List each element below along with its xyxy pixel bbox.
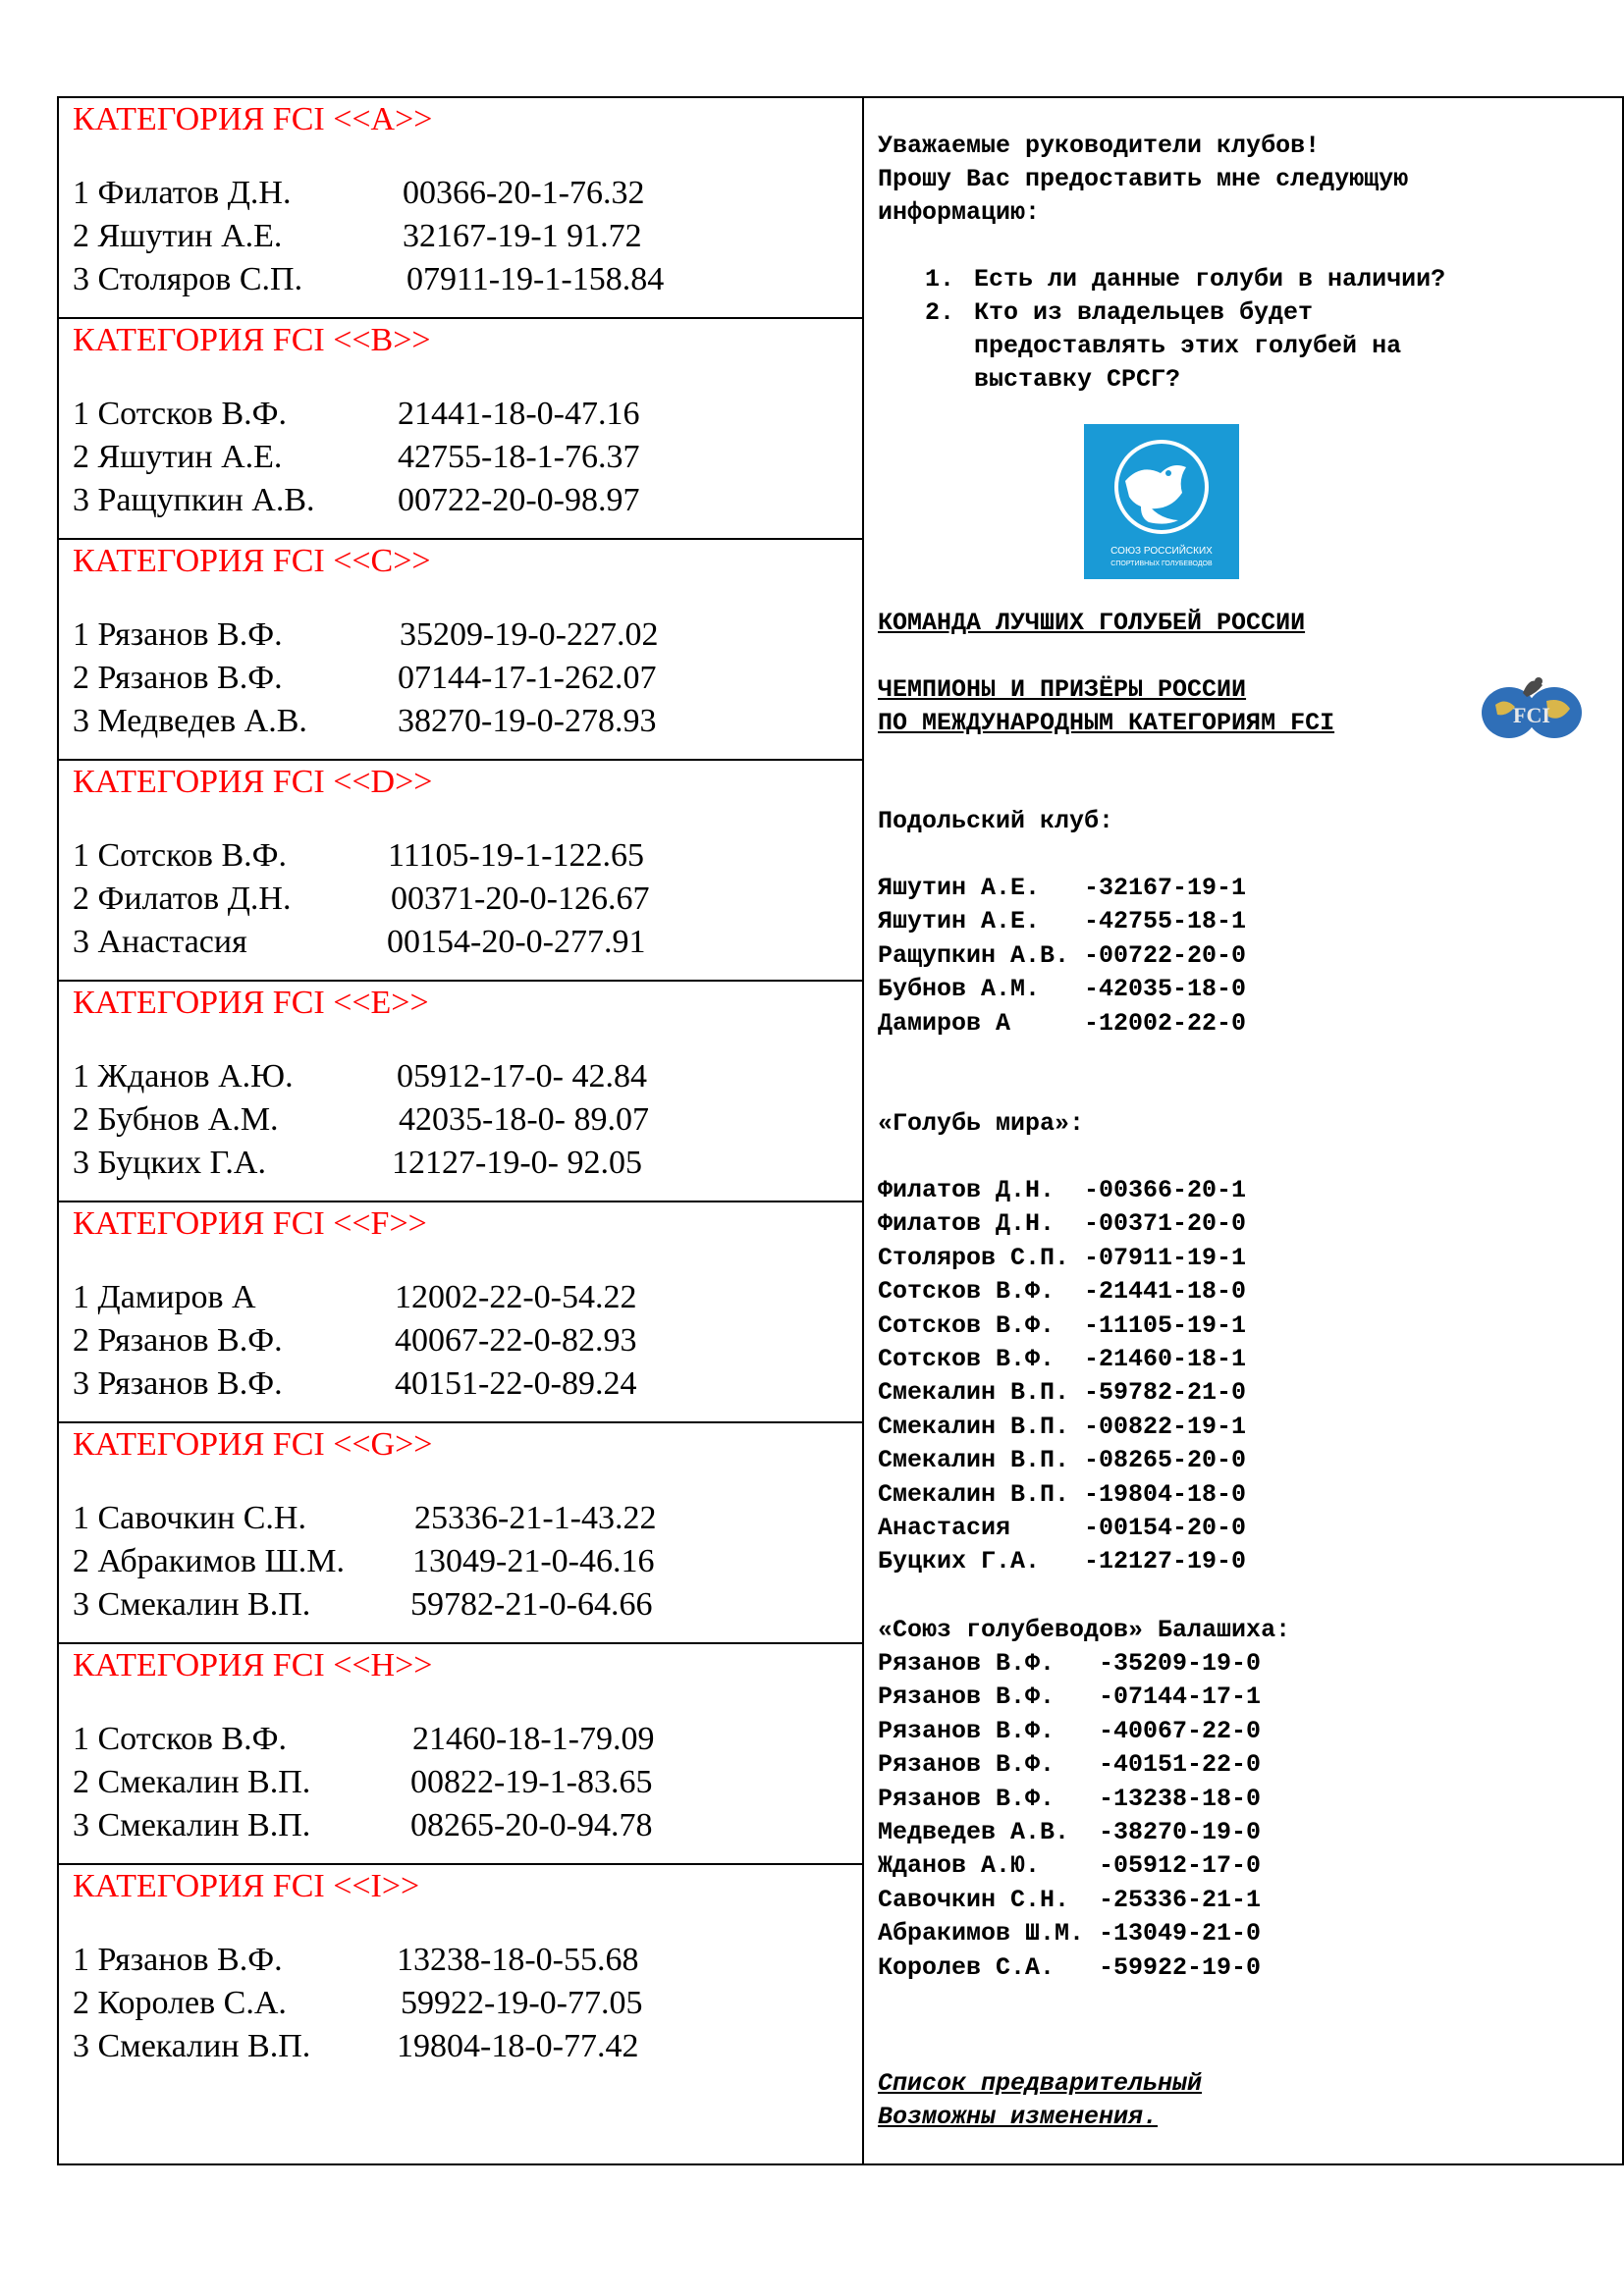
entry-ring-number: 07911-19-1-158.84 xyxy=(406,261,665,297)
club-member: Жданов А.Ю. -05912-17-0 xyxy=(878,1851,1262,1881)
category-title: КАТЕГОРИЯ FCI <<A>> xyxy=(73,101,433,137)
entry-ring-number: 21441-18-0-47.16 xyxy=(398,396,640,432)
champions-line-2: ПО МЕЖДУНАРОДНЫМ КАТЕГОРИЯМ FCI xyxy=(878,709,1335,737)
request-line-1: Прошу Вас предоставить мне следующую xyxy=(878,165,1409,193)
club-member: Буцких Г.А. -12127-19-0 xyxy=(878,1547,1247,1576)
entry-ring-number: 12127-19-0- 92.05 xyxy=(392,1145,642,1181)
fci-logo xyxy=(1478,671,1586,742)
category-entry xyxy=(73,1718,655,1761)
category-entry xyxy=(73,1982,643,2025)
club-member: Филатов Д.Н. -00366-20-1 xyxy=(878,1176,1247,1204)
entry-name: 1 Рязанов В.Ф. xyxy=(73,616,283,653)
entry-ring-number: 11105-19-1-122.65 xyxy=(388,837,644,874)
category-block xyxy=(59,1423,862,1644)
entry-ring-number: 19804-18-0-77.42 xyxy=(397,2028,639,2064)
question-text: Кто из владельцев будет xyxy=(974,298,1314,327)
entry-name: 3 Медведев А.В. xyxy=(73,703,307,739)
club-member: Ращупкин А.В. -00722-20-0 xyxy=(878,940,1247,970)
category-entry xyxy=(73,1939,639,1982)
category-entry xyxy=(73,1362,637,1406)
category-block xyxy=(59,982,862,1202)
club-member: Бубнов А.М. -42035-18-0 xyxy=(878,975,1247,1004)
pigeon-union-logo xyxy=(1084,424,1239,579)
club-name: Подольский клуб: xyxy=(878,807,1114,835)
club-member: Рязанов В.Ф. -40151-22-0 xyxy=(878,1750,1262,1780)
entry-name: 2 Смекалин В.П. xyxy=(73,1764,311,1800)
category-entry xyxy=(73,1761,653,1804)
question-text: предоставлять этих голубей на xyxy=(974,332,1402,360)
club-member: Сотсков В.Ф. -21460-18-1 xyxy=(878,1345,1247,1373)
entry-name: 1 Сотсков В.Ф. xyxy=(73,396,287,432)
logo-caption-2: СПОРТИВНЫХ ГОЛУБЕВОДОВ xyxy=(1110,561,1213,567)
category-entry xyxy=(73,1276,637,1319)
category-block xyxy=(59,98,862,319)
entry-name: 1 Жданов А.Ю. xyxy=(73,1058,294,1095)
category-title: КАТЕГОРИЯ FCI <<H>> xyxy=(73,1647,433,1683)
entry-name: 2 Рязанов В.Ф. xyxy=(73,1322,283,1359)
entry-ring-number: 38270-19-0-278.93 xyxy=(398,703,657,739)
entry-ring-number: 05912-17-0- 42.84 xyxy=(397,1058,647,1095)
column-divider xyxy=(862,96,864,2165)
entry-ring-number: 42035-18-0- 89.07 xyxy=(399,1101,649,1138)
entry-name: 1 Сотсков В.Ф. xyxy=(73,1721,287,1757)
category-block xyxy=(59,1865,862,2165)
category-block xyxy=(59,1644,862,1865)
entry-name: 2 Рязанов В.Ф. xyxy=(73,660,283,696)
club-member: Яшутин А.Е. -32167-19-1 xyxy=(878,874,1247,902)
champions-line-1: ЧЕМПИОНЫ И ПРИЗЁРЫ РОССИИ xyxy=(878,675,1247,704)
category-entry xyxy=(73,700,657,743)
entry-ring-number: 40151-22-0-89.24 xyxy=(395,1365,637,1402)
club-member: Абракимов Ш.М. -13049-21-0 xyxy=(878,1919,1262,1949)
entry-name: 2 Абракимов Ш.М. xyxy=(73,1543,346,1579)
greeting: Уважаемые руководители клубов! xyxy=(878,132,1321,160)
entry-ring-number: 32167-19-1 91.72 xyxy=(403,218,642,254)
entry-name: 2 Бубнов А.М. xyxy=(73,1101,279,1138)
category-entry xyxy=(73,1804,653,1847)
entry-name: 1 Филатов Д.Н. xyxy=(73,175,292,211)
club-member: Сотсков В.Ф. -21441-18-0 xyxy=(878,1277,1247,1307)
entry-name: 3 Рязанов В.Ф. xyxy=(73,1365,283,1402)
category-title: КАТЕГОРИЯ FCI <<I>> xyxy=(73,1868,420,1904)
request-line-2: информацию: xyxy=(878,198,1041,227)
entry-name: 3 Ращупкин А.В. xyxy=(73,482,315,518)
entry-ring-number: 00722-20-0-98.97 xyxy=(398,482,640,518)
entry-name: 1 Савочкин С.Н. xyxy=(73,1500,306,1536)
category-entry xyxy=(73,1583,653,1627)
club-member: Рязанов В.Ф. -13238-18-0 xyxy=(878,1784,1262,1813)
category-title: КАТЕГОРИЯ FCI <<C>> xyxy=(73,543,431,579)
question-text: выставку СРСГ? xyxy=(974,365,1181,394)
category-block xyxy=(59,540,862,761)
dove-globe-icon xyxy=(1084,424,1239,579)
entry-ring-number: 59922-19-0-77.05 xyxy=(401,1985,643,2021)
entry-name: 2 Королев С.А. xyxy=(73,1985,287,2021)
entry-ring-number: 00154-20-0-277.91 xyxy=(387,924,646,960)
club-member: Рязанов В.Ф. -07144-17-1 xyxy=(878,1682,1262,1712)
entry-name: 3 Анастасия xyxy=(73,924,247,960)
entry-name: 2 Яшутин А.Е. xyxy=(73,218,283,254)
category-block xyxy=(59,1202,862,1423)
club-member: Королев С.А. -59922-19-0 xyxy=(878,1952,1262,1982)
entry-ring-number: 35209-19-0-227.02 xyxy=(400,616,659,653)
category-entry xyxy=(73,834,644,878)
entry-ring-number: 25336-21-1-43.22 xyxy=(414,1500,657,1536)
club-member: Филатов Д.Н. -00371-20-0 xyxy=(878,1209,1247,1239)
club-member: Рязанов В.Ф. -40067-22-0 xyxy=(878,1716,1262,1745)
category-entry xyxy=(73,479,640,522)
category-entry xyxy=(73,878,650,921)
category-title: КАТЕГОРИЯ FCI <<D>> xyxy=(73,764,433,800)
club-member: Савочкин С.Н. -25336-21-1 xyxy=(878,1885,1262,1914)
category-entry xyxy=(73,215,642,258)
club-member: Смекалин В.П. -00822-19-1 xyxy=(878,1412,1247,1441)
category-entry xyxy=(73,258,665,301)
category-entry xyxy=(73,2025,639,2068)
category-entry xyxy=(73,1142,642,1185)
entry-ring-number: 00371-20-0-126.67 xyxy=(391,881,650,917)
question-text: Есть ли данные голуби в наличии? xyxy=(974,265,1446,294)
question-number: 1. xyxy=(925,265,955,294)
entry-name: 3 Смекалин В.П. xyxy=(73,1807,311,1843)
club-member: Смекалин В.П. -19804-18-0 xyxy=(878,1479,1247,1509)
categories-column xyxy=(59,98,862,2165)
category-title: КАТЕГОРИЯ FCI <<G>> xyxy=(73,1426,433,1463)
team-title: КОМАНДА ЛУЧШИХ ГОЛУБЕЙ РОССИИ xyxy=(878,609,1306,637)
club-member: Смекалин В.П. -08265-20-0 xyxy=(878,1446,1247,1475)
club-member: Яшутин А.Е. -42755-18-1 xyxy=(878,907,1247,936)
club-member: Анастасия -00154-20-0 xyxy=(878,1514,1247,1542)
entry-name: 3 Смекалин В.П. xyxy=(73,2028,311,2064)
category-title: КАТЕГОРИЯ FCI <<F>> xyxy=(73,1205,427,1242)
entry-name: 2 Филатов Д.Н. xyxy=(73,881,292,917)
club-member: Медведев А.В. -38270-19-0 xyxy=(878,1818,1262,1846)
club-member: Сотсков В.Ф. -11105-19-1 xyxy=(878,1310,1247,1340)
entry-name: 3 Смекалин В.П. xyxy=(73,1586,311,1623)
entry-ring-number: 13238-18-0-55.68 xyxy=(397,1942,639,1978)
club-member: Дамиров А -12002-22-0 xyxy=(878,1008,1247,1038)
club-member: Смекалин В.П. -59782-21-0 xyxy=(878,1378,1247,1408)
entry-ring-number: 13049-21-0-46.16 xyxy=(412,1543,655,1579)
logo-caption-1: СОЮЗ РОССИЙСКИХ xyxy=(1110,546,1213,557)
entry-name: 1 Сотсков В.Ф. xyxy=(73,837,287,874)
question-number: 2. xyxy=(925,298,955,327)
category-entry xyxy=(73,172,645,215)
club-name: «Голубь мира»: xyxy=(878,1109,1085,1138)
category-title: КАТЕГОРИЯ FCI <<B>> xyxy=(73,322,431,358)
category-entry xyxy=(73,1497,657,1540)
club-name: «Союз голубеводов» Балашиха: xyxy=(878,1616,1291,1644)
entry-name: 3 Столяров С.П. xyxy=(73,261,303,297)
entry-ring-number: 00366-20-1-76.32 xyxy=(403,175,645,211)
entry-ring-number: 59782-21-0-64.66 xyxy=(410,1586,653,1623)
category-entry xyxy=(73,1055,647,1098)
category-block xyxy=(59,761,862,982)
category-entry xyxy=(73,393,640,436)
fci-globe-icon xyxy=(1478,671,1586,742)
entry-name: 1 Рязанов В.Ф. xyxy=(73,1942,283,1978)
entry-ring-number: 40067-22-0-82.93 xyxy=(395,1322,637,1359)
note-line-1: Список предварительный xyxy=(878,2069,1203,2098)
category-entry xyxy=(73,921,646,964)
category-entry xyxy=(73,436,640,479)
entry-ring-number: 00822-19-1-83.65 xyxy=(410,1764,653,1800)
entry-ring-number: 42755-18-1-76.37 xyxy=(398,439,640,475)
entry-ring-number: 07144-17-1-262.07 xyxy=(398,660,657,696)
category-entry xyxy=(73,1540,655,1583)
entry-ring-number: 21460-18-1-79.09 xyxy=(412,1721,655,1757)
category-title: КАТЕГОРИЯ FCI <<E>> xyxy=(73,985,429,1021)
fci-logo-text: FCI xyxy=(1513,703,1550,727)
category-entry xyxy=(73,1098,649,1142)
club-member: Рязанов В.Ф. -35209-19-0 xyxy=(878,1649,1262,1678)
entry-ring-number: 08265-20-0-94.78 xyxy=(410,1807,653,1843)
category-entry xyxy=(73,1319,637,1362)
note-line-2: Возможны изменения. xyxy=(878,2103,1159,2131)
category-entry xyxy=(73,657,657,700)
category-entry xyxy=(73,614,659,657)
category-block xyxy=(59,319,862,540)
entry-name: 1 Дамиров А xyxy=(73,1279,256,1315)
entry-name: 2 Яшутин А.Е. xyxy=(73,439,283,475)
entry-name: 3 Буцких Г.А. xyxy=(73,1145,266,1181)
entry-ring-number: 12002-22-0-54.22 xyxy=(395,1279,637,1315)
club-member: Столяров С.П. -07911-19-1 xyxy=(878,1243,1247,1272)
